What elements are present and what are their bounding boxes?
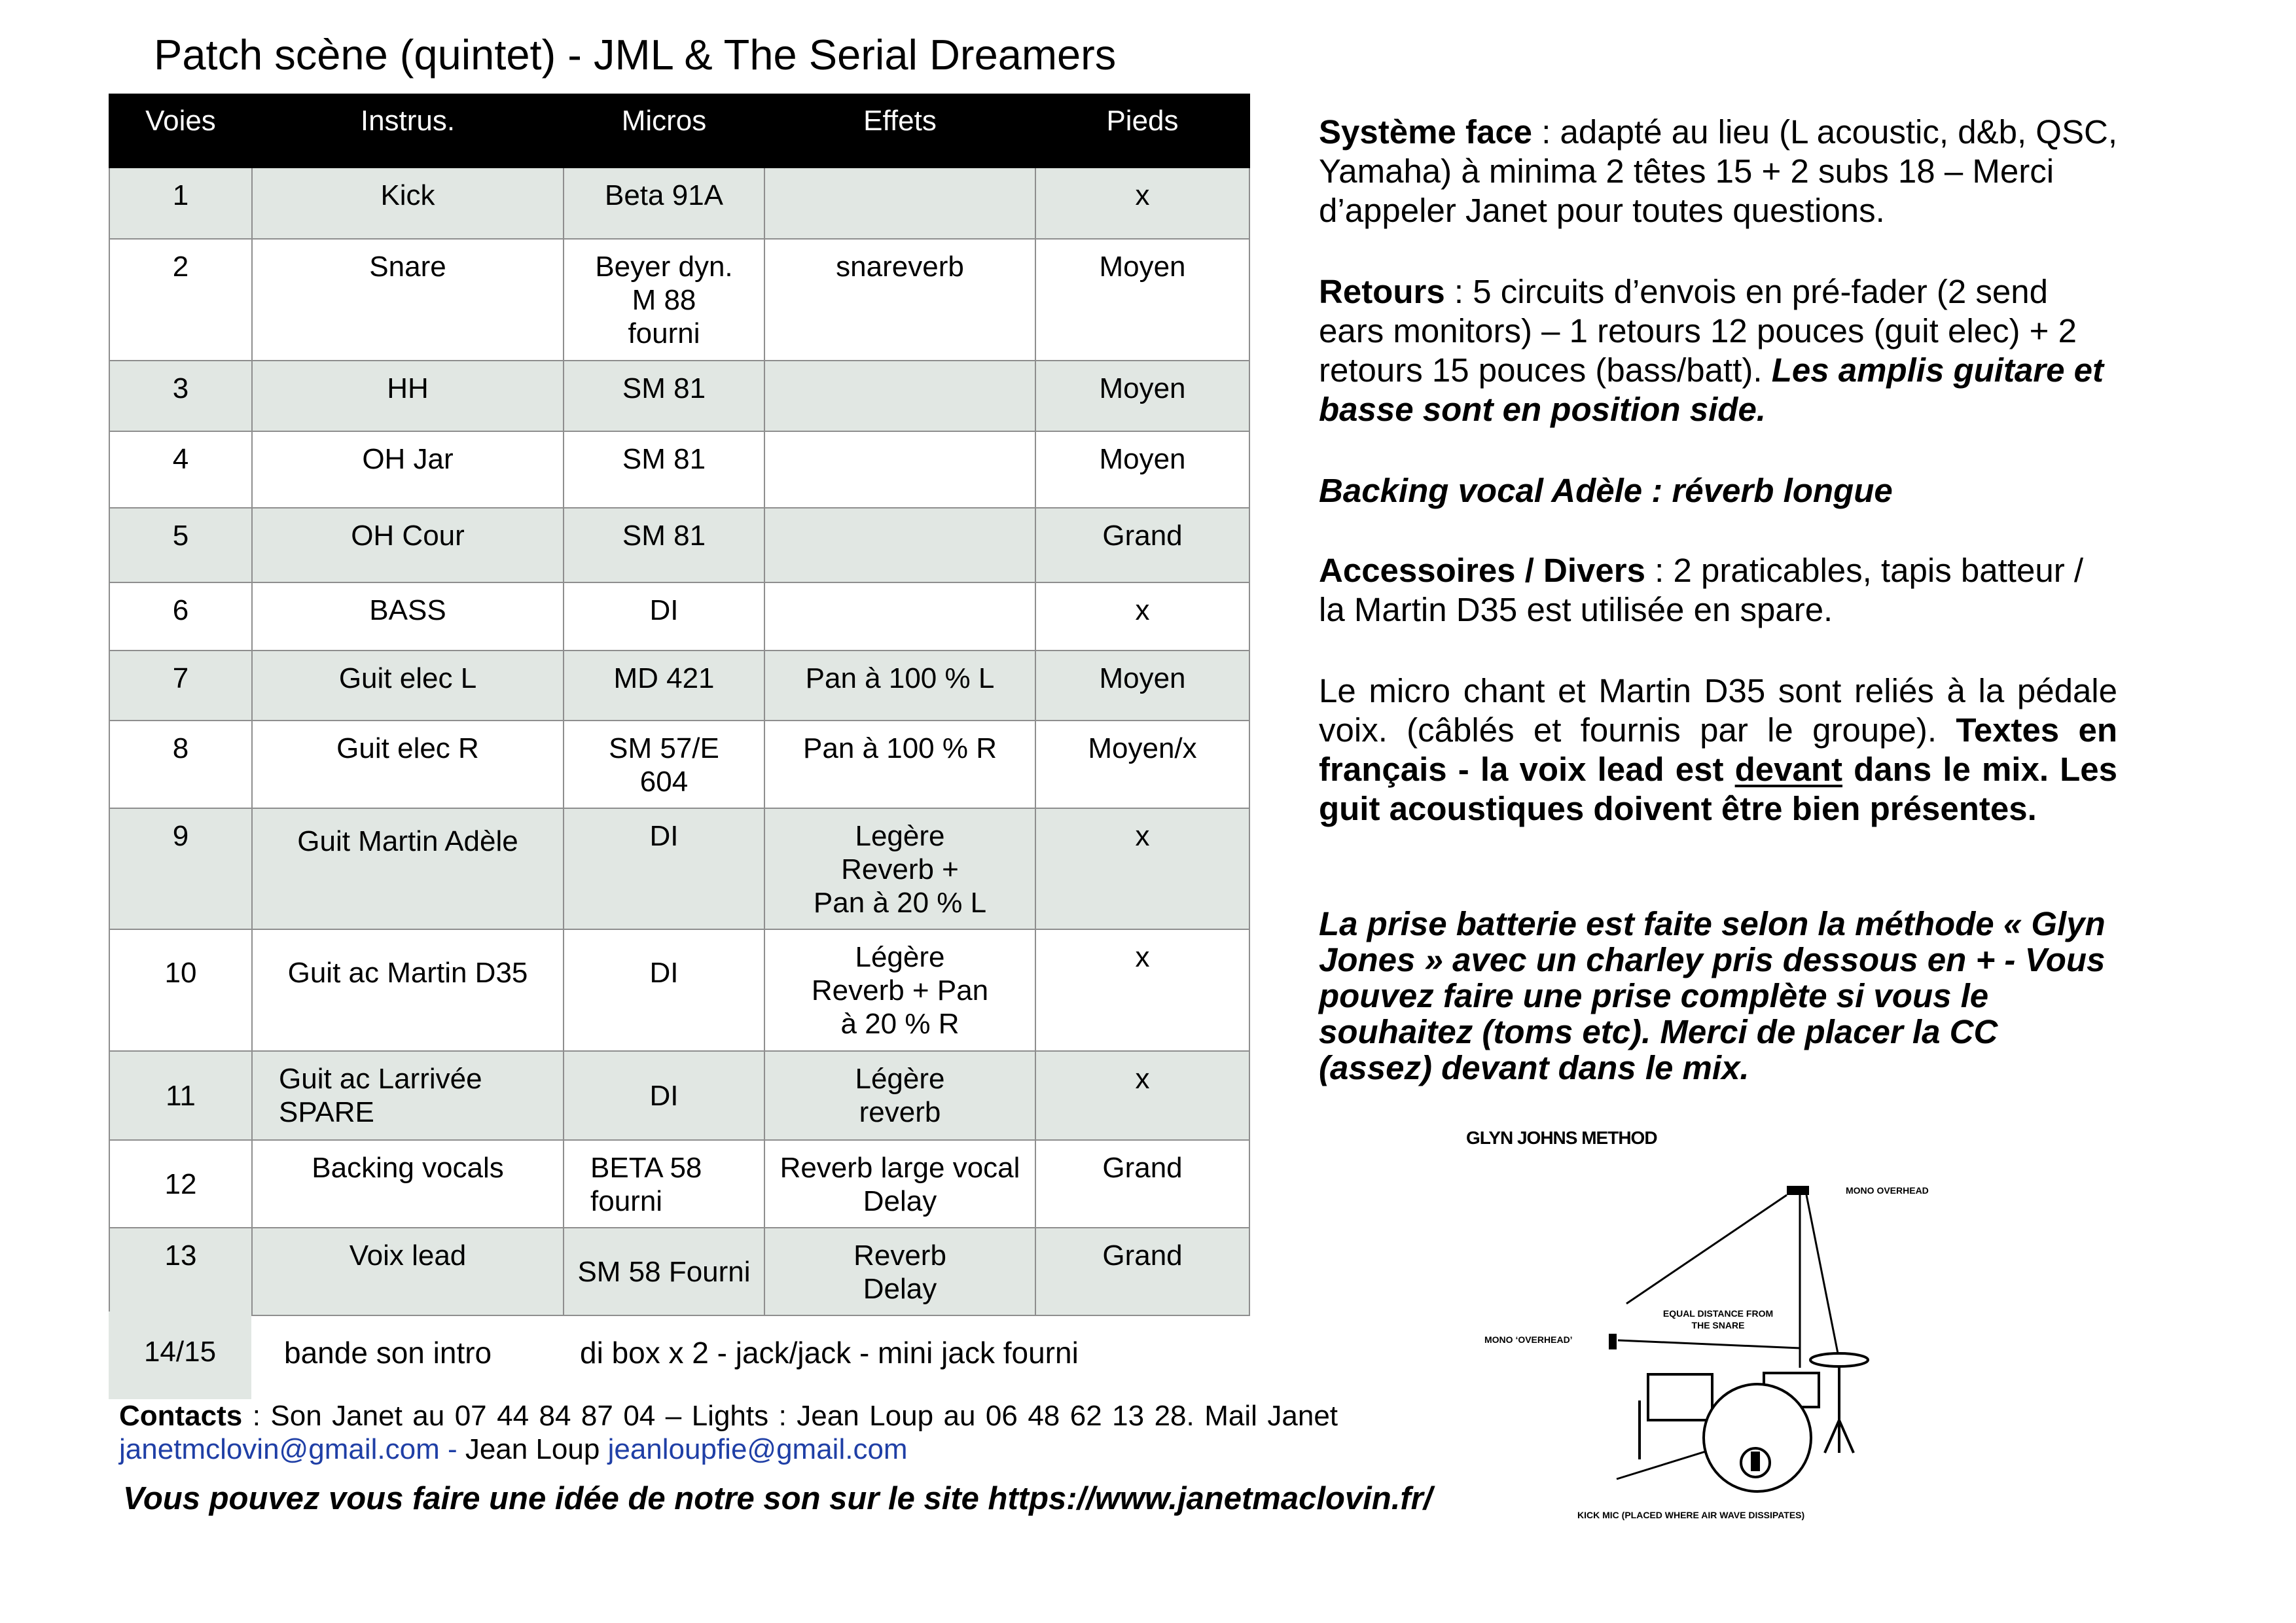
cell-voie: 5 bbox=[109, 508, 252, 582]
cell-instru: Backing vocals bbox=[252, 1140, 564, 1228]
micro-text: Le micro chant et Martin D35 sont reliés à la pédale voix. (câblés et fournis par le groupe). bbox=[1319, 672, 2117, 749]
side-overhead-mic-icon bbox=[1609, 1334, 1617, 1349]
table-row bbox=[109, 808, 1249, 929]
accessoires-text: : 2 praticables, tapis batteur / la Martin D35 est utilisée en spare. bbox=[1319, 552, 2084, 628]
micro-paragraph bbox=[1319, 671, 2117, 829]
cell-voie: 8 bbox=[109, 721, 252, 808]
cell-instru: Voix lead bbox=[252, 1228, 564, 1315]
cell-pied: x bbox=[1035, 1051, 1249, 1140]
cell-voie: 3 bbox=[109, 361, 252, 431]
cell-voie: 2 bbox=[109, 239, 252, 361]
cell-effet bbox=[764, 508, 1035, 582]
cell-voie: 10 bbox=[109, 929, 252, 1051]
cell-voie: 7 bbox=[109, 651, 252, 721]
diagram-title: GLYN JOHNS METHOD bbox=[1466, 1128, 1657, 1148]
cell-micro: DI bbox=[564, 808, 764, 929]
header-effets: Effets bbox=[764, 94, 1035, 168]
glyn-johns-diagram bbox=[1466, 1113, 2016, 1531]
janet-prefix: Janet bbox=[1267, 1400, 1338, 1432]
cell-micro: Beyer dyn. M 88 fourni bbox=[564, 239, 764, 361]
cell-pied: Moyen bbox=[1035, 361, 1249, 431]
cell-pied: Moyen bbox=[1035, 651, 1249, 721]
cell-instru: Guit elec L bbox=[252, 651, 564, 721]
cell-effet: Pan à 100 % R bbox=[764, 721, 1035, 808]
extra-row-label: bande son intro bbox=[284, 1336, 492, 1370]
cell-pied: x bbox=[1035, 808, 1249, 929]
header-pieds: Pieds bbox=[1035, 94, 1249, 168]
cell-micro: DI bbox=[564, 929, 764, 1051]
cell-instru: OH Jar bbox=[252, 431, 564, 508]
cell-instru: HH bbox=[252, 361, 564, 431]
website-line: Vous pouvez vous faire une idée de notre son sur le site https://www.janetmaclovin.fr/ bbox=[123, 1481, 1433, 1516]
cell-effet bbox=[764, 582, 1035, 651]
cell-effet: Légère Reverb + Pan à 20 % R bbox=[764, 929, 1035, 1051]
cell-instru: Guit Martin Adèle bbox=[252, 808, 564, 929]
jeanloup-email-link[interactable]: jeanloupfie@gmail.com bbox=[607, 1433, 908, 1465]
systeme-face-text: : adapté au lieu (L acoustic, d&b, QSC, Yamaha) à minima 2 têtes 15 + 2 subs 18 – Merci d’appeler Janet pour toutes questions. bbox=[1319, 113, 2117, 229]
cell-effet: Reverb large vocal Delay bbox=[764, 1140, 1035, 1228]
cell-effet: Legère Reverb + Pan à 20 % L bbox=[764, 808, 1035, 929]
cell-effet: snareverb bbox=[764, 239, 1035, 361]
header-voies: Voies bbox=[109, 94, 252, 168]
cell-micro: Beta 91A bbox=[564, 168, 764, 239]
cell-micro: DI bbox=[564, 1051, 764, 1140]
cell-pied: Moyen bbox=[1035, 239, 1249, 361]
label-kick-mic: KICK MIC (PLACED WHERE AIR WAVE DISSIPATES) bbox=[1577, 1510, 1805, 1520]
table-row bbox=[109, 508, 1249, 582]
table-row bbox=[109, 1228, 1249, 1315]
textes-underline: devant bbox=[1734, 751, 1843, 788]
janet-email-link[interactable]: janetmclovin@gmail.com bbox=[119, 1433, 440, 1465]
backing-vocal-note: Backing vocal Adèle : réverb longue bbox=[1319, 472, 1893, 509]
cell-micro: SM 81 bbox=[564, 431, 764, 508]
systeme-face-label: Système face bbox=[1319, 113, 1533, 151]
extra-row-detail: di box x 2 - jack/jack - mini jack fourni bbox=[580, 1336, 1079, 1370]
cell-pied: x bbox=[1035, 168, 1249, 239]
cell-micro: MD 421 bbox=[564, 651, 764, 721]
cell-micro: SM 81 bbox=[564, 508, 764, 582]
table-row bbox=[109, 239, 1249, 361]
header-micros: Micros bbox=[564, 94, 764, 168]
label-equal-distance-1: EQUAL DISTANCE FROM bbox=[1662, 1308, 1774, 1319]
mono-overhead-mic-icon bbox=[1787, 1186, 1809, 1195]
cell-pied: x bbox=[1035, 582, 1249, 651]
table-row bbox=[109, 1140, 1249, 1228]
cell-effet bbox=[764, 168, 1035, 239]
cell-instru: Kick bbox=[252, 168, 564, 239]
cell-micro: SM 81 bbox=[564, 361, 764, 431]
label-mono-overhead: MONO OVERHEAD bbox=[1846, 1185, 1929, 1196]
prise-batterie-paragraph bbox=[1319, 906, 2117, 1086]
cell-pied: Grand bbox=[1035, 508, 1249, 582]
drum-kit-icon bbox=[1640, 1353, 1868, 1491]
table-row bbox=[109, 721, 1249, 808]
accessoires-paragraph bbox=[1319, 551, 2117, 630]
cell-voie: 4 bbox=[109, 431, 252, 508]
contacts-separator: - bbox=[439, 1433, 465, 1465]
retours-text: : 5 circuits d’envois en pré-fader (2 send ears monitors) – 1 retours 12 pouces (guit elec) + 2 retours 15 pouces (bass/batt). bbox=[1319, 273, 2077, 389]
extra-row-number: 14/15 bbox=[109, 1311, 251, 1399]
cell-pied: Moyen/x bbox=[1035, 721, 1249, 808]
retours-label: Retours bbox=[1319, 273, 1445, 310]
cell-effet: Reverb Delay bbox=[764, 1228, 1035, 1315]
cell-voie: 13 bbox=[109, 1228, 252, 1315]
cell-effet bbox=[764, 431, 1035, 508]
cell-voie: 6 bbox=[109, 582, 252, 651]
table-row bbox=[109, 431, 1249, 508]
cell-instru: Guit ac Martin D35 bbox=[252, 929, 564, 1051]
patch-table bbox=[109, 94, 1250, 1316]
textes-bold-2: dans le mix. Les guit acoustiques doivent être bien présentes. bbox=[1319, 751, 2117, 827]
cell-voie: 9 bbox=[109, 808, 252, 929]
header-instrus: Instrus. bbox=[252, 94, 564, 168]
jeanloup-prefix: Jean Loup bbox=[465, 1433, 608, 1465]
cell-effet bbox=[764, 361, 1035, 431]
table-row bbox=[109, 651, 1249, 721]
table-header-row bbox=[109, 94, 1249, 168]
contacts-block bbox=[119, 1399, 1338, 1466]
cell-pied: Grand bbox=[1035, 1140, 1249, 1228]
prise-batterie-text: La prise batterie est faite selon la méthode « Glyn Jones » avec un charley pris dessous en + - Vous pouvez faire une prise complète si vous le souhaitez (toms etc). Merci de placer la CC (assez) devant dans le mix. bbox=[1319, 905, 2106, 1086]
systeme-face-paragraph bbox=[1319, 113, 2117, 230]
label-mono-overhead-side: MONO ‘OVERHEAD’ bbox=[1484, 1334, 1573, 1345]
cell-instru: Snare bbox=[252, 239, 564, 361]
cell-voie: 12 bbox=[109, 1140, 252, 1228]
table-row bbox=[109, 168, 1249, 239]
retours-emphasis: Les amplis guitare et basse sont en position side. bbox=[1319, 351, 2104, 428]
contacts-label: Contacts bbox=[119, 1400, 243, 1432]
cell-pied: Grand bbox=[1035, 1228, 1249, 1315]
accessoires-label: Accessoires / Divers bbox=[1319, 552, 1645, 589]
cell-instru: Guit elec R bbox=[252, 721, 564, 808]
cell-effet: Légère reverb bbox=[764, 1051, 1035, 1140]
backing-paragraph bbox=[1319, 471, 2117, 510]
cell-pied: x bbox=[1035, 929, 1249, 1051]
cell-voie: 11 bbox=[109, 1051, 252, 1140]
label-equal-distance-2: THE SNARE bbox=[1691, 1320, 1745, 1330]
contacts-line: : Son Janet au 07 44 84 87 04 – Lights : Jean Loup au 06 48 62 13 28. Mail bbox=[242, 1400, 1257, 1432]
page-title: Patch scène (quintet) - JML & The Serial Dreamers bbox=[154, 31, 1117, 79]
cell-micro: DI bbox=[564, 582, 764, 651]
cell-instru: OH Cour bbox=[252, 508, 564, 582]
cell-pied: Moyen bbox=[1035, 431, 1249, 508]
table-row bbox=[109, 929, 1249, 1051]
cell-instru: Guit ac Larrivée SPARE bbox=[252, 1051, 564, 1140]
retours-paragraph bbox=[1319, 272, 2117, 429]
table-row bbox=[109, 361, 1249, 431]
cell-micro: SM 57/E 604 bbox=[564, 721, 764, 808]
table-row bbox=[109, 582, 1249, 651]
cell-instru: BASS bbox=[252, 582, 564, 651]
cell-voie: 1 bbox=[109, 168, 252, 239]
cell-micro: SM 58 Fourni bbox=[564, 1228, 764, 1315]
cell-effet: Pan à 100 % L bbox=[764, 651, 1035, 721]
textes-bold-1: Textes en français - la voix lead est bbox=[1319, 711, 2117, 788]
cell-micro: BETA 58 fourni bbox=[564, 1140, 764, 1228]
table-row bbox=[109, 1051, 1249, 1140]
